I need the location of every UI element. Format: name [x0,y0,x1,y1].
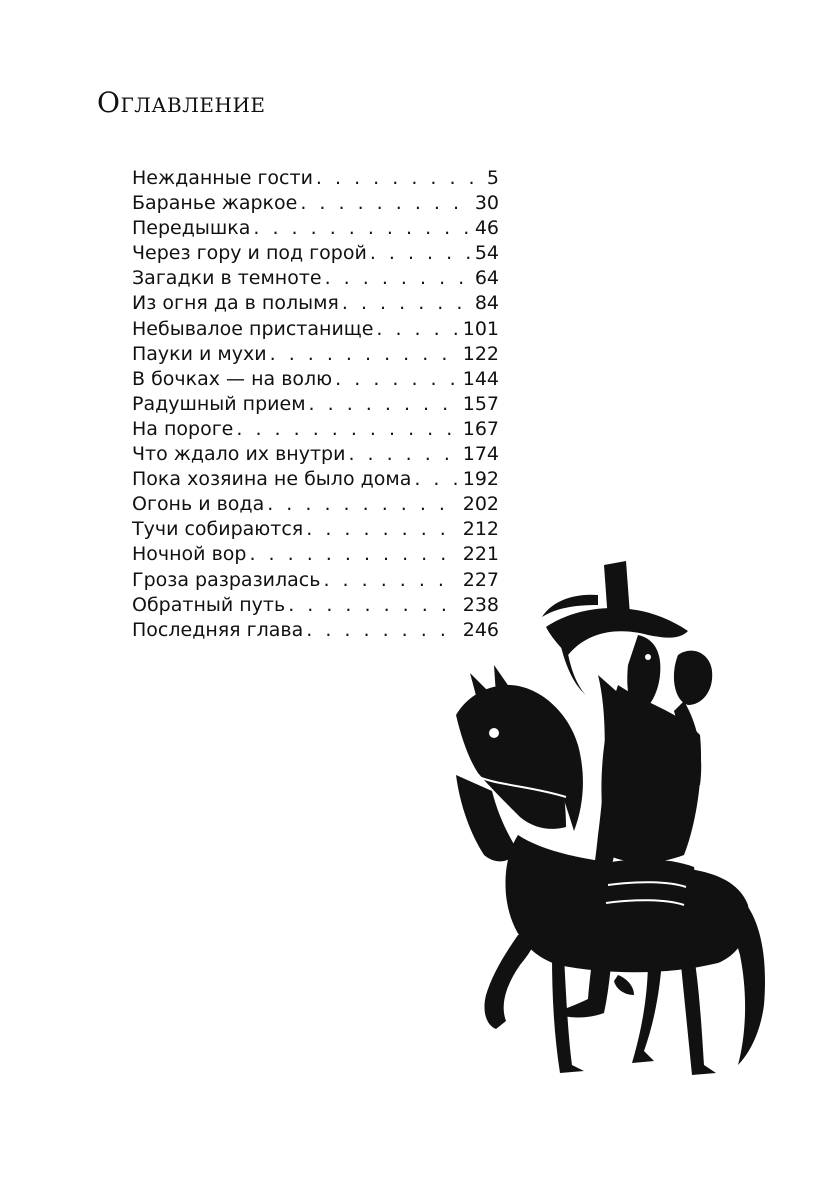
toc-entry-label: Баранье жаркое [132,192,298,215]
toc-page-number: 30 [474,192,499,215]
toc-entry-label: Гроза разразилась [132,568,321,591]
toc-leader-dots [316,166,483,191]
toc-entry[interactable] [132,542,499,567]
toc-entry-label: Пока хозяина не было дома [132,468,412,491]
toc-page-number: 122 [462,342,499,365]
toc-entry[interactable] [132,467,499,492]
toc-entry-label: Обратный путь [132,593,286,616]
toc-page-number: 101 [462,317,499,340]
toc-leader-dots [253,216,470,241]
toc-leader-dots [270,342,459,367]
toc-page-number: 84 [474,292,499,315]
toc-entry-label: Огонь и вода [132,493,265,516]
toc-entry-label: В бочках — на волю [132,367,333,390]
toc-leader-dots [306,618,458,643]
toc-page-number: 144 [462,367,499,390]
toc-entry[interactable] [132,216,499,241]
toc-entry[interactable] [132,266,499,291]
toc-leader-dots [236,417,458,442]
toc-entry[interactable] [132,291,499,316]
toc-entry-label: Что ждало их внутри [132,443,346,466]
toc-page-number: 212 [462,518,499,541]
toc-entry[interactable] [132,492,499,517]
toc-entry[interactable] [132,417,499,442]
toc-entry[interactable] [132,618,499,643]
toc-page-number: 157 [462,392,499,415]
toc-leader-dots [288,593,459,618]
toc-page-number: 5 [486,167,499,189]
toc-page-number: 64 [474,267,499,290]
toc-page-number: 54 [474,242,499,265]
toc-entry-label: Нежданные гости [132,167,313,189]
toc-entry-label: Ночной вор [132,543,247,566]
rider-on-horse-icon [448,535,768,1080]
toc-entry-label: На пороге [132,417,234,440]
toc-entry-label: Загадки в темноте [132,267,322,290]
toc-entry[interactable] [132,442,499,467]
toc-leader-dots [323,568,458,593]
toc-leader-dots [376,317,458,342]
toc-entry[interactable] [132,593,499,618]
toc-entry-label: Передышка [132,217,251,240]
toc-entry[interactable] [132,241,499,266]
toc-entry-label: Тучи собираются [132,518,304,541]
toc-page-number: 246 [462,618,499,641]
toc-page-number: 238 [462,593,499,616]
toc-entry-label: Через гору и под горой [132,242,367,265]
toc-page-number: 202 [462,493,499,516]
toc-leader-dots [335,367,459,392]
toc-leader-dots [249,542,458,567]
toc-page-number: 221 [462,543,499,566]
toc-entry-label: Небывалое пристанище [132,317,374,340]
toc-leader-dots [348,442,458,467]
toc-page-number: 192 [462,468,499,491]
toc-entry[interactable] [132,342,499,367]
toc-leader-dots [370,241,471,266]
toc-entry[interactable] [132,568,499,593]
toc-entry[interactable] [132,517,499,542]
toc-leader-dots [300,191,470,216]
toc-page-number: 174 [462,443,499,466]
toc-leader-dots [342,291,471,316]
toc-page-number: 46 [474,217,499,240]
toc-entry[interactable] [132,166,499,191]
toc-entry-label: Последняя глава [132,618,304,641]
toc-entry-label: Радушный прием [132,392,306,415]
toc-page-number: 227 [462,568,499,591]
toc-entry[interactable] [132,392,499,417]
page-title: Оглавление [97,86,266,119]
toc-leader-dots [414,467,458,492]
toc-entry[interactable] [132,367,499,392]
toc-leader-dots [267,492,459,517]
table-of-contents [132,166,499,643]
toc-leader-dots [306,517,458,542]
toc-entry[interactable] [132,191,499,216]
horse-eye [489,728,499,738]
toc-entry[interactable] [132,317,499,342]
toc-entry-label: Из огня да в полымя [132,292,339,315]
toc-leader-dots [325,266,471,291]
toc-entry-label: Пауки и мухи [132,342,267,365]
toc-page-number: 167 [462,417,499,440]
toc-leader-dots [309,392,459,417]
